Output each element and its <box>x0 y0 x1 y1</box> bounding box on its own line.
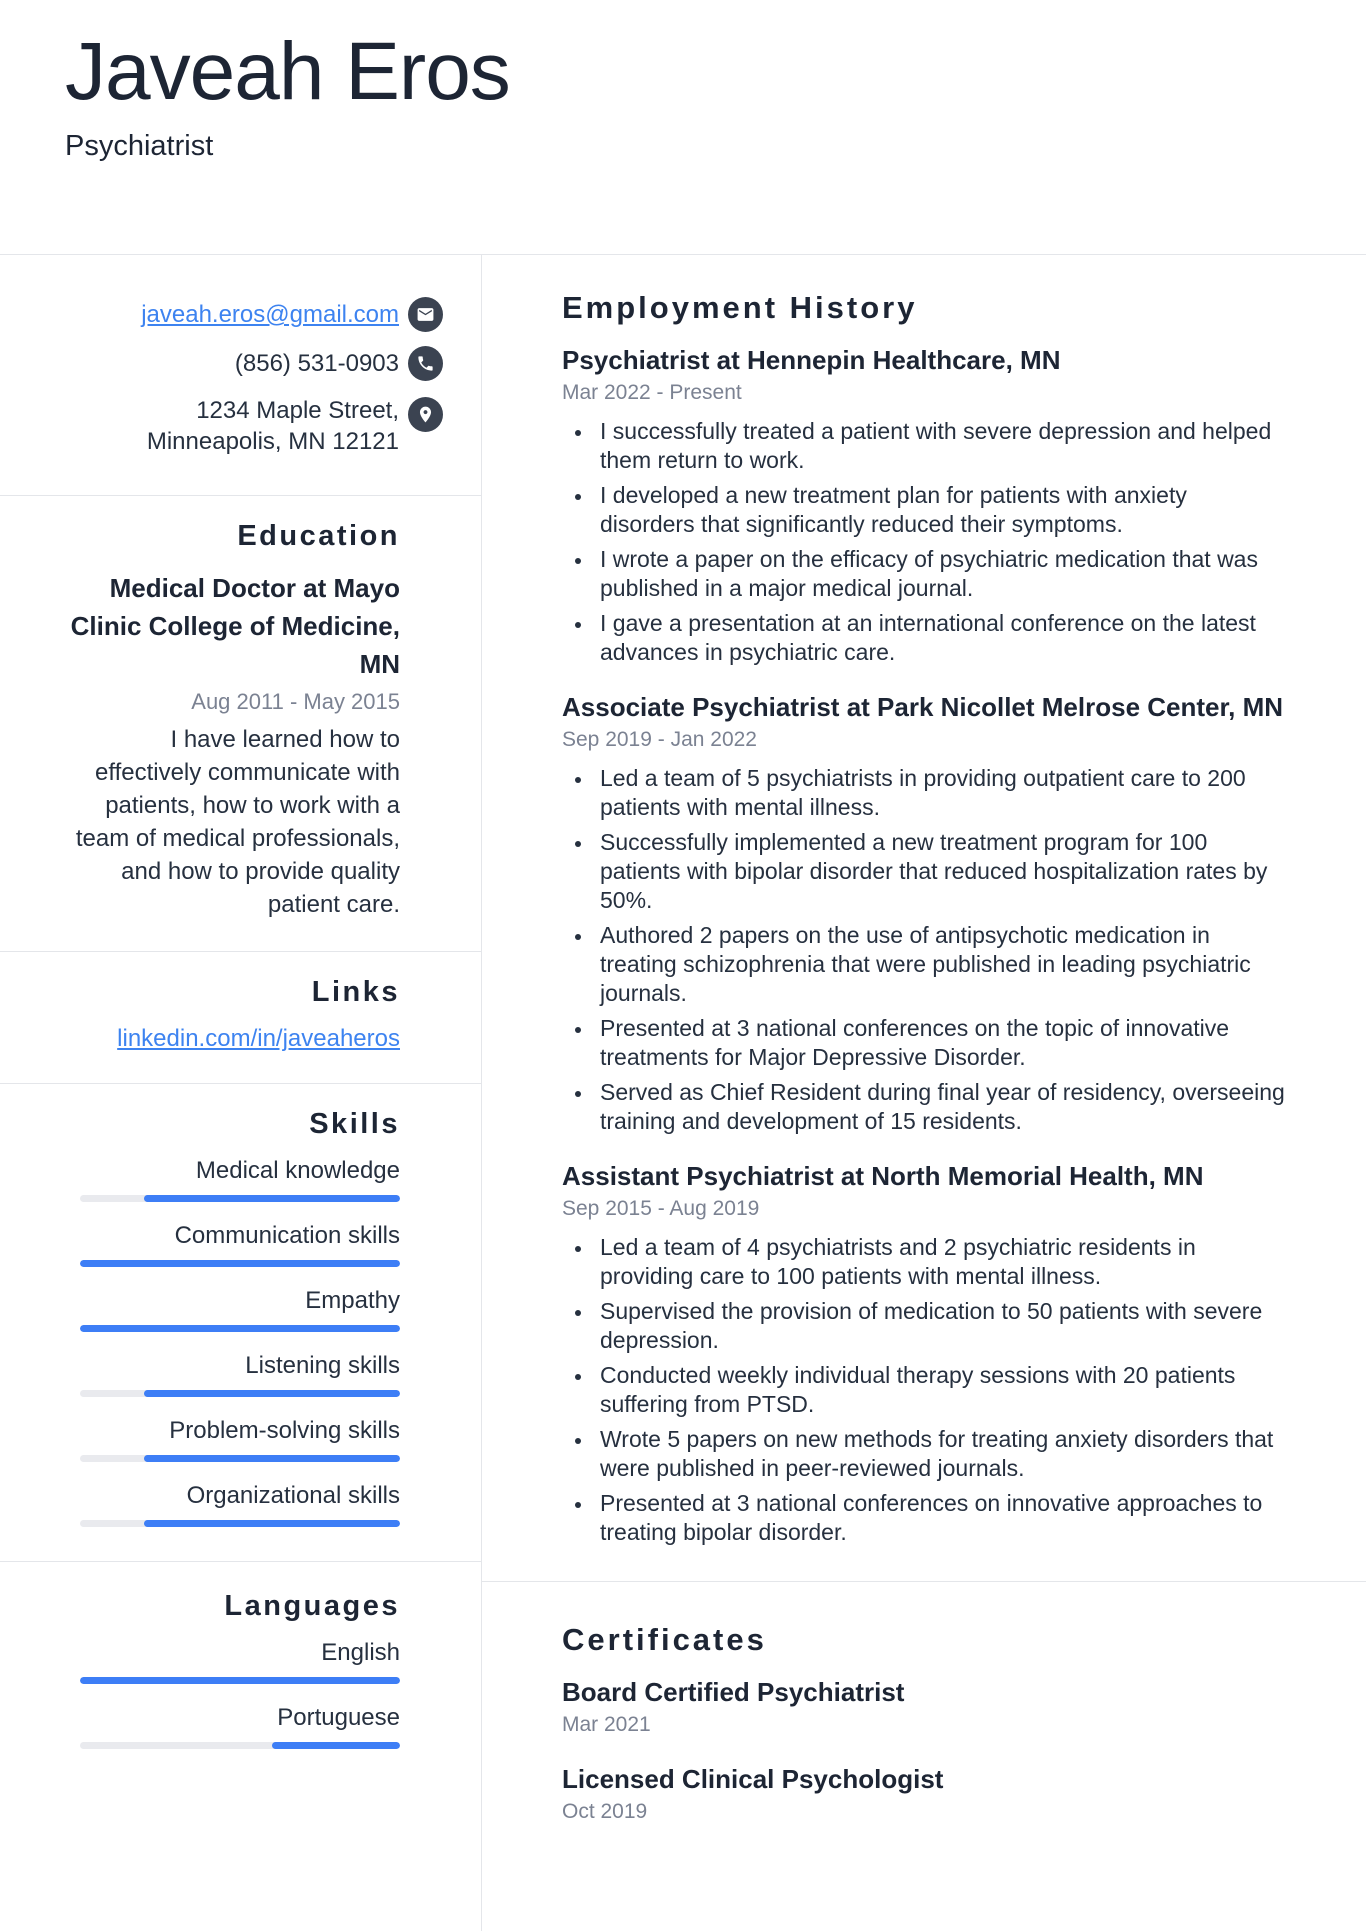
linkedin-link[interactable]: linkedin.com/in/javeaheros <box>117 1025 400 1052</box>
language-bar-fill <box>272 1742 400 1749</box>
certificates-heading: Certificates <box>562 1622 767 1657</box>
person-name: Javeah Eros <box>65 26 510 117</box>
skill-label: Empathy <box>305 1287 400 1314</box>
education-heading: Education <box>237 520 400 552</box>
language-bar <box>80 1677 400 1684</box>
skill-bar <box>80 1260 400 1267</box>
email-link[interactable]: javeah.eros@gmail.com <box>141 301 399 328</box>
link-item <box>65 1025 400 1053</box>
job-bullet: • Supervised the provision of medication to 50 patients with severe depression. <box>594 1297 1286 1355</box>
job-dates: Sep 2019 - Jan 2022 <box>562 728 757 751</box>
skill-bar <box>80 1455 400 1462</box>
job-bullet: • I developed a new treatment plan for patients with anxiety disorders that significantly reduced their symptoms. <box>594 481 1286 539</box>
two-column-layout <box>0 255 1366 1931</box>
skills-heading: Skills <box>309 1108 400 1140</box>
certificate-date: Oct 2019 <box>562 1800 648 1823</box>
skill-bar-fill <box>80 1325 400 1332</box>
language-item <box>65 1704 400 1749</box>
job-bullet: • Presented at 3 national conferences on the topic of innovative treatments for Major Depressive Disorder. <box>594 1014 1286 1072</box>
job-bullets <box>562 764 1286 1136</box>
skill-bar <box>80 1390 400 1397</box>
certificate-entry <box>562 1763 1286 1824</box>
skill-item <box>65 1222 400 1267</box>
job-dates: Mar 2022 - Present <box>562 381 742 404</box>
employment-heading: Employment History <box>562 290 918 325</box>
education-dates: Aug 2011 - May 2015 <box>191 689 400 714</box>
skill-bar-fill <box>144 1455 400 1462</box>
skill-bar <box>80 1520 400 1527</box>
phone-text: (856) 531-0903 <box>234 350 399 377</box>
skill-bar-fill <box>144 1390 400 1397</box>
language-label: Portuguese <box>277 1704 400 1731</box>
certificate-title: Licensed Clinical Psychologist <box>562 1764 944 1794</box>
phone-icon <box>408 346 443 381</box>
language-bar <box>80 1742 400 1749</box>
job-entry <box>562 344 1286 667</box>
skill-label: Listening skills <box>245 1352 400 1379</box>
person-job-title: Psychiatrist <box>65 129 214 162</box>
links-heading: Links <box>311 976 400 1008</box>
languages-section <box>0 1562 481 1783</box>
address-text: 1234 Maple Street, Minneapolis, MN 12121 <box>146 397 399 455</box>
skill-label: Communication skills <box>174 1222 400 1249</box>
contact-section <box>0 255 481 496</box>
language-item <box>65 1639 400 1684</box>
certificate-date: Mar 2021 <box>562 1713 651 1736</box>
education-degree: Medical Doctor at Mayo Clinic College of Medicine, MN <box>70 573 400 679</box>
education-section <box>0 496 481 952</box>
certificate-entry <box>562 1676 1286 1737</box>
job-title: Psychiatrist at Hennepin Healthcare, MN <box>562 345 1061 375</box>
job-title: Assistant Psychiatrist at North Memorial Health, MN <box>562 1161 1204 1191</box>
skill-bar <box>80 1325 400 1332</box>
contact-phone-row <box>65 346 443 381</box>
links-section <box>0 952 481 1084</box>
job-bullet: • I gave a presentation at an international conference on the latest advances in psychiatric care. <box>594 609 1286 667</box>
contact-email-row <box>65 297 443 332</box>
employment-section <box>482 290 1366 1547</box>
job-bullet: • Wrote 5 papers on new methods for treating anxiety disorders that were published in peer-reviewed journals. <box>594 1425 1286 1483</box>
skill-item <box>65 1352 400 1397</box>
job-bullet: • I wrote a paper on the efficacy of psychiatric medication that was published in a major medical journal. <box>594 545 1286 603</box>
job-title: Associate Psychiatrist at Park Nicollet Melrose Center, MN <box>562 692 1284 722</box>
skill-bar-fill <box>80 1260 400 1267</box>
job-dates: Sep 2015 - Aug 2019 <box>562 1197 760 1220</box>
job-bullet: • Authored 2 papers on the use of antipsychotic medication in treating schizophrenia that were published in leading psychiatric journals. <box>594 921 1286 1008</box>
skills-section <box>0 1084 481 1562</box>
job-bullets <box>562 417 1286 667</box>
header <box>0 0 1366 255</box>
skill-item <box>65 1417 400 1462</box>
skill-label: Organizational skills <box>186 1482 400 1509</box>
job-bullet: • Presented at 3 national conferences on innovative approaches to treating bipolar disorder. <box>594 1489 1286 1547</box>
certificate-title: Board Certified Psychiatrist <box>562 1677 905 1707</box>
sidebar <box>0 255 482 1931</box>
job-bullet: • Successfully implemented a new treatment program for 100 patients with bipolar disorder that reduced hospitalization rates by 50%. <box>594 828 1286 915</box>
skill-bar <box>80 1195 400 1202</box>
email-text <box>65 299 399 330</box>
email-icon <box>408 297 443 332</box>
skill-bar-fill <box>144 1195 400 1202</box>
job-entry <box>562 1160 1286 1547</box>
job-bullets <box>562 1233 1286 1547</box>
main-column <box>482 255 1366 1931</box>
certificates-section <box>482 1581 1366 1910</box>
job-bullet: • I successfully treated a patient with severe depression and helped them return to work. <box>594 417 1286 475</box>
language-label: English <box>321 1639 400 1666</box>
language-bar-fill <box>80 1677 400 1684</box>
skill-label: Problem-solving skills <box>169 1417 400 1444</box>
skill-item <box>65 1482 400 1527</box>
skill-bar-fill <box>144 1520 400 1527</box>
job-bullet: • Led a team of 5 psychiatrists in providing outpatient care to 200 patients with mental illness. <box>594 764 1286 822</box>
education-description: I have learned how to effectively communicate with patients, how to work with a team of medical professionals, and how to provide quality patient care. <box>75 726 400 918</box>
languages-heading: Languages <box>224 1590 400 1622</box>
job-bullet: • Conducted weekly individual therapy sessions with 20 patients suffering from PTSD. <box>594 1361 1286 1419</box>
skill-item <box>65 1157 400 1202</box>
contact-address-row <box>65 395 443 457</box>
job-bullet: • Led a team of 4 psychiatrists and 2 psychiatric residents in providing care to 100 patients with mental illness. <box>594 1233 1286 1291</box>
location-icon <box>408 397 443 432</box>
skill-label: Medical knowledge <box>195 1157 400 1184</box>
job-bullet: • Served as Chief Resident during final year of residency, overseeing training and development of 15 residents. <box>594 1078 1286 1136</box>
skill-item <box>65 1287 400 1332</box>
job-entry <box>562 691 1286 1136</box>
